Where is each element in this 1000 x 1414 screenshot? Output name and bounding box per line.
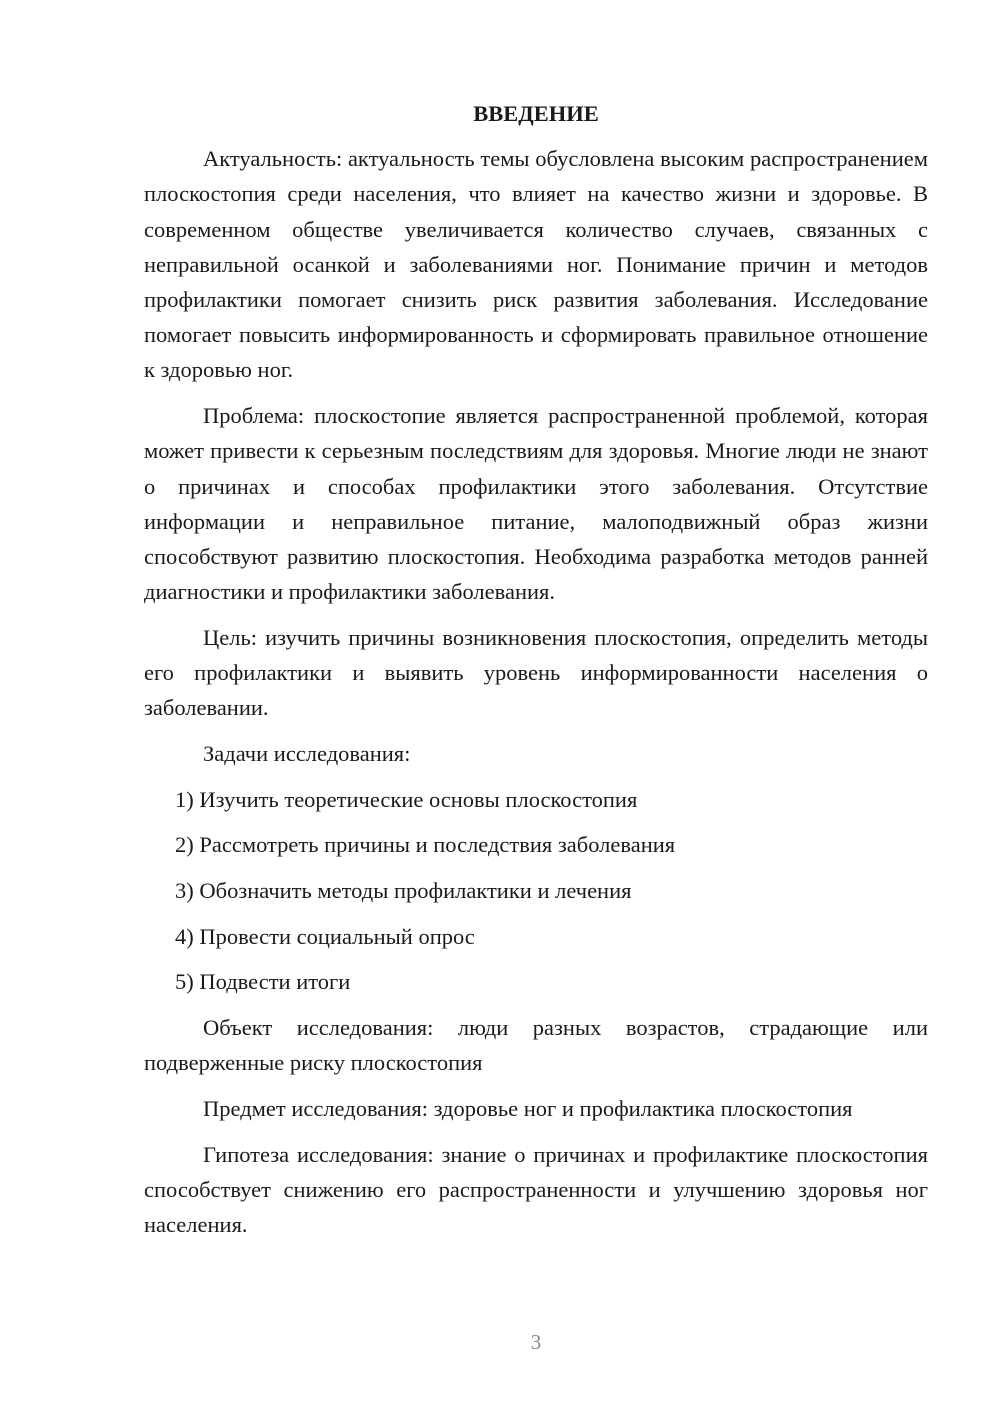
tasks-list — [144, 782, 928, 1000]
list-item: 5) Подвести итоги — [175, 969, 351, 995]
object-paragraph: Объект исследования: люди разных возрастов, страдающие или подверженные риску плоскостопия — [144, 1015, 928, 1076]
list-item: 1) Изучить теоретические основы плоскостопия — [175, 786, 638, 812]
problem-paragraph: Проблема: плоскостопие является распространенной проблемой, которая может привести к серьезным последствиям для здоровья. Многие люди не знают о причинах и способах профилактики этого заболевания. Отсутствие информации и неправильное питание, малоподвижный образ жизни способствуют развитию плоскостопия. Необходима разработка методов ранней диагностики и профилактики заболевания. — [144, 403, 928, 605]
relevance-paragraph: Актуальность: актуальность темы обусловлена высоким распространением плоскостопия среди населения, что влияет на качество жизни и здоровье. В современном обществе увеличивается количество случаев, связанных с неправильной осанкой и заболеваниями ног. Понимание причин и методов профилактики помогает снизить риск развития заболевания. Исследование помогает повысить информированность и сформировать правильное отношение к здоровью ног. — [144, 146, 928, 383]
list-item: 4) Провести социальный опрос — [175, 923, 475, 949]
page-number: 3 — [530, 1330, 542, 1354]
subject-paragraph: Предмет исследования: здоровье ног и профилактика плоскостопия — [203, 1096, 853, 1122]
page-title: ВВЕДЕНИЕ — [473, 101, 599, 126]
goal-paragraph: Цель: изучить причины возникновения плоскостопия, определить методы его профилактики и выявить уровень информированности населения о заболевании. — [144, 624, 928, 721]
list-item: 3) Обозначить методы профилактики и лечения — [175, 878, 632, 904]
hypothesis-paragraph: Гипотеза исследования: знание о причинах и профилактике плоскостопия способствует снижению его распространенности и улучшению здоровья ног населения. — [144, 1141, 928, 1238]
list-item: 2) Рассмотреть причины и последствия заболевания — [175, 832, 676, 858]
page-body — [144, 96, 928, 1253]
tasks-intro: Задачи исследования: — [203, 740, 411, 766]
